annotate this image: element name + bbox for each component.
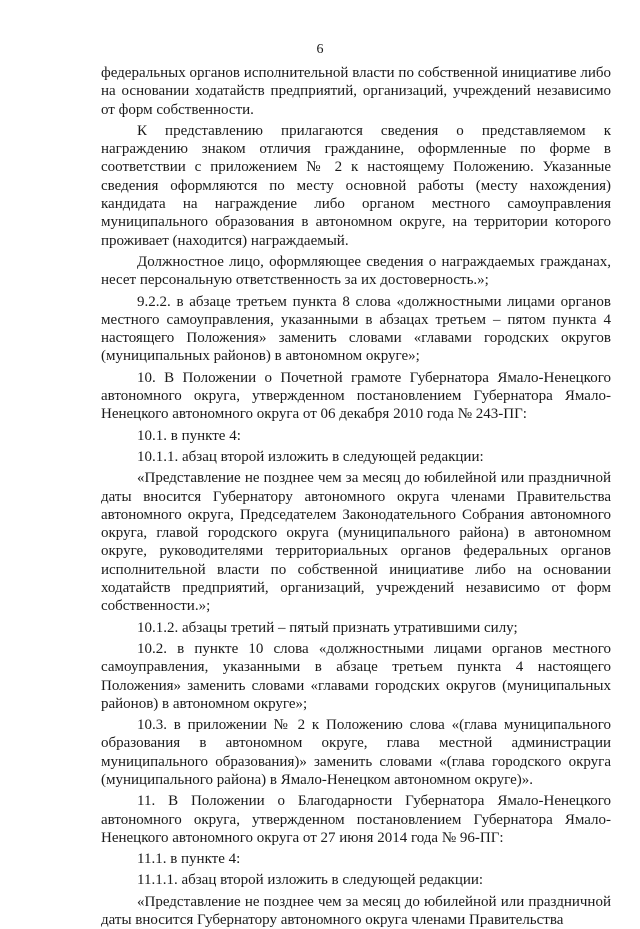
paragraph: 11.1.1. абзац второй изложить в следующей редакции: (137, 872, 484, 889)
page-number: 6 (316, 42, 324, 57)
paragraph: 11.1. в пункте 4: (137, 851, 241, 868)
paragraph: К представлению прилагаются сведения о представляемом к награждению знаком отличия гражданине, оформленные по форме в соответствии с приложением № 2 к настоящему Положению. Указанные сведения оформляются по месту основной работы (месту нахождения) кандидата на награждение либо органом местного самоуправления муниципального образования в автономном округе, на территории которого проживает (находится) награждаемый. (101, 122, 611, 249)
paragraph: 10.1.2. абзацы третий – пятый признать утратившими силу; (137, 619, 518, 636)
paragraph: 10.3. в приложении № 2 к Положению слова «(глава муниципального образования в автономном округе, глава местной администрации муниципального образования)» заменить словами «(глава городского округа (муниципального района) в Ямало-Ненецком автономном округе)». (101, 717, 611, 788)
paragraph: «Представление не позднее чем за месяц до юбилейной или праздничной даты вносится Губернатору автономного округа членами Правительства автономного округа, Председателем Законодательного Собрания автономного округа, главой городского округа (муниципального района) в автономном округе, руководителями территориальных органов федеральных органов исполнительной власти по собственной инициативе либо на основании ходатайств предприятий, организаций, учреждений независимо от форм собственности.»; (101, 470, 611, 615)
paragraph: 10. В Положении о Почетной грамоте Губернатора Ямало-Ненецкого автономного округа, утвержденном постановлением Губернатора Ямало-Ненецкого автономного округа от 06 декабря 2010 года № 243-ПГ: (101, 369, 611, 423)
paragraph: 10.1.1. абзац второй изложить в следующей редакции: (137, 448, 484, 465)
paragraph: «Представление не позднее чем за месяц до юбилейной или праздничной даты вносится Губернатору автономного округа членами Правительства (101, 893, 611, 929)
paragraph: Должностное лицо, оформляющее сведения о награждаемых гражданах, несет персональную ответственность за их достоверность.»; (101, 253, 611, 289)
paragraph: 9.2.2. в абзаце третьем пункта 8 слова «должностными лицами органов местного самоуправления, указанными в абзацах третьем – пятом пункта 4 настоящего Положения» заменить словами «главами городских округов (муниципальных районов) в автономном округе»; (101, 293, 611, 365)
paragraph: федеральных органов исполнительной власти по собственной инициативе либо на основании ходатайств предприятий, организаций, учреждений независимо от форм собственности. (101, 65, 611, 118)
paragraph: 10.1. в пункте 4: (137, 427, 241, 444)
document-body (101, 64, 611, 929)
paragraph: 11. В Положении о Благодарности Губернатора Ямало-Ненецкого автономного округа, утвержденном постановлением Губернатора Ямало-Ненецкого автономного округа от 27 июня 2014 года № 96-ПГ: (101, 793, 611, 846)
paragraph: 10.2. в пункте 10 слова «должностными лицами органов местного самоуправления, указанными в абзаце третьем пункта 4 настоящего Положения» заменить словами «главами городских округов (муниципальных районов) в автономном округе»; (101, 640, 611, 712)
